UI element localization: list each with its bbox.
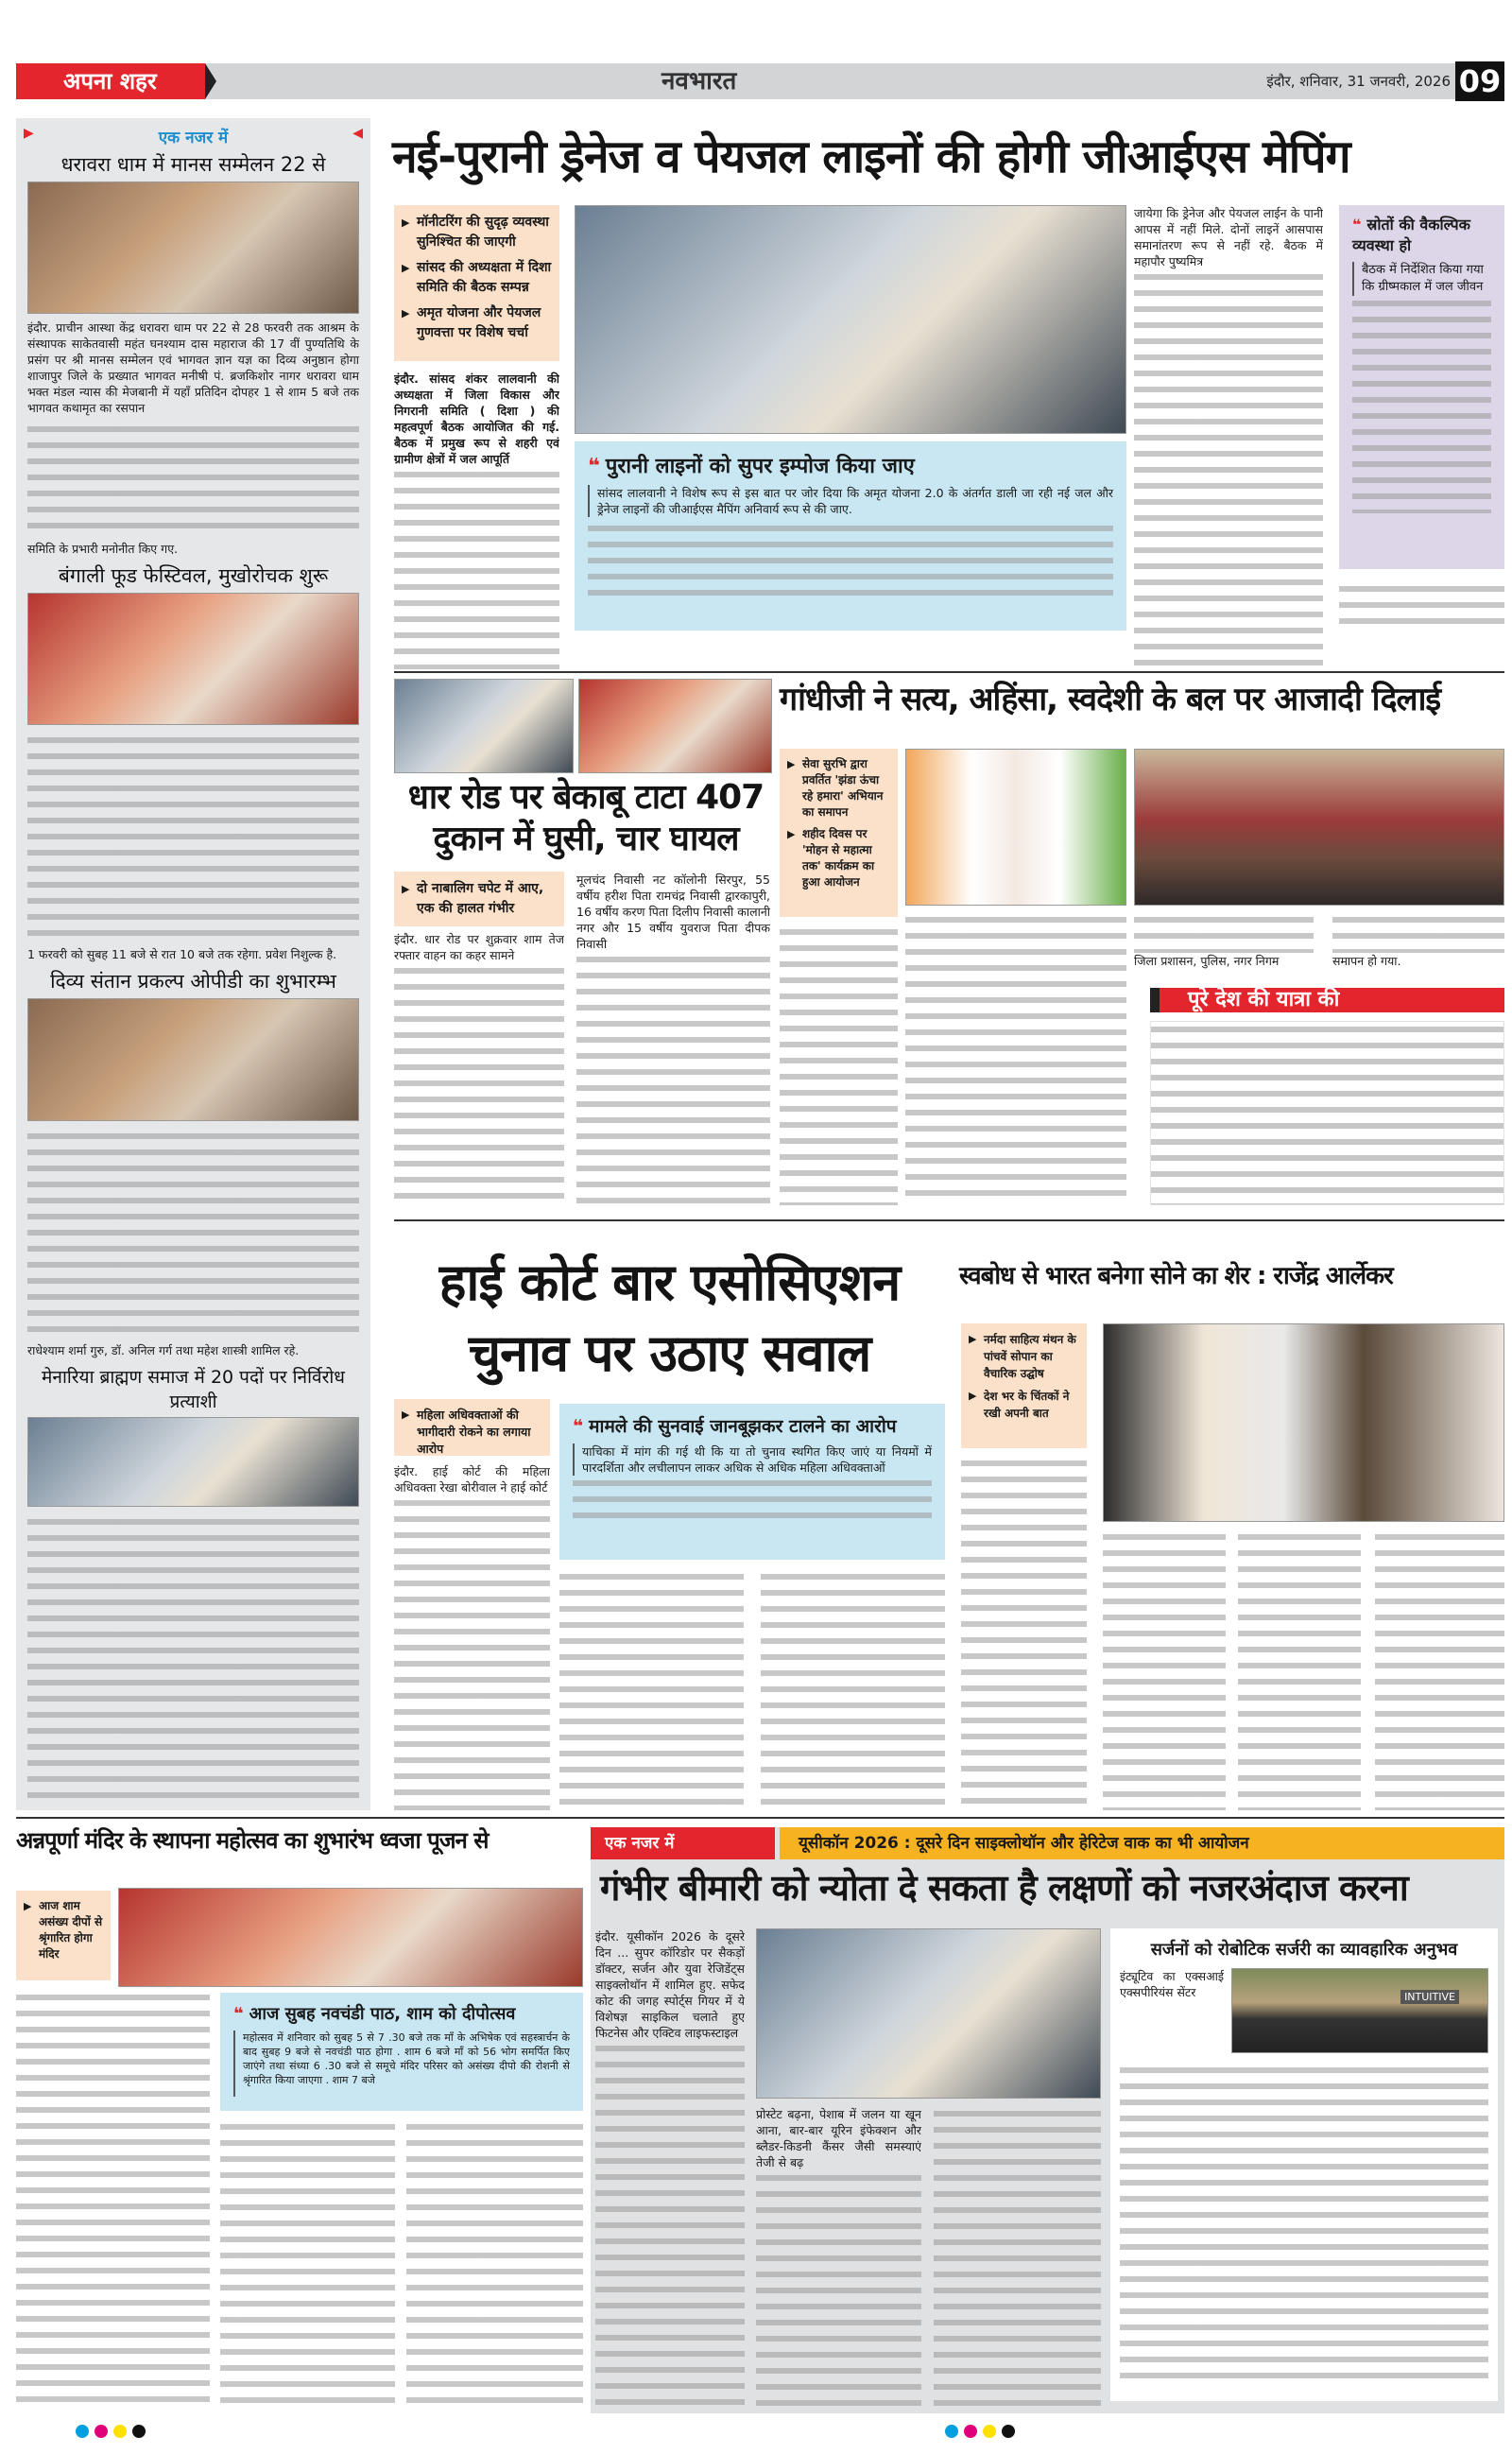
story-column — [559, 1569, 744, 1810]
photo-samaj — [27, 1417, 359, 1507]
headline-gandhi: गांधीजी ने सत्य, अहिंसा, स्वदेशी के बल पर आजादी दिलाई — [780, 681, 1441, 718]
highlight-item: ▶ नर्मदा साहित्य मंथन के पांचवें सोपान का वैचारिक उद्घोष — [969, 1331, 1079, 1382]
story-text: जायेगा कि ड्रेनेज और पेयजल लाईन के पानी आपस में नहीं मिले. दोनों लाइनें आसपास समानांतरण रूप से नहीं रहे. बैठक में महापौर पुष्यमित्र — [1134, 206, 1323, 268]
registration-mark — [945, 2425, 958, 2438]
at-a-glance-tag: ▶ एक नजर में ◀ — [27, 126, 359, 147]
divider — [394, 671, 1504, 673]
brief-body-end: 1 फरवरी को सुबह 11 बजे से रात 10 बजे तक रहेगा. प्रवेश निशुल्क है. — [27, 947, 337, 961]
registration-mark — [1002, 2425, 1015, 2438]
robotic-surgery-box — [1110, 1928, 1498, 2401]
story-text: इंदौर. धार रोड पर शुक्रवार शाम तेज रफ्तार वाहन का कहर सामने — [394, 932, 564, 962]
photo-speaker — [905, 749, 1126, 906]
text-block — [905, 912, 1126, 1205]
photo-flag-puja — [118, 1888, 583, 1987]
highlights-box — [394, 1399, 550, 1456]
brief-title: दिव्य संतान प्रकल्प ओपीडी का शुभारम्भ — [50, 970, 336, 993]
dateline: इंदौर, शनिवार, 31 जनवरी, 2026 — [1266, 73, 1451, 90]
quote-title: ❝ आज सुबह नवचंडी पाठ, शाम को दीपोत्सव — [233, 2002, 570, 2025]
newspaper-name: नवभारत — [662, 67, 737, 95]
headline-high-court-1: हाई कोर्ट बार एसोसिएशन — [438, 1253, 901, 1312]
photo-conference — [756, 1928, 1101, 2099]
story-column — [394, 1463, 550, 1810]
story-column — [220, 2119, 395, 2411]
story-text: समापन हो गया. — [1332, 954, 1401, 968]
text-block — [588, 521, 1113, 606]
brief-title: बंगाली फूड फेस्टिवल, मुखोरोचक शुरू — [58, 564, 329, 587]
page-number: 09 — [1455, 61, 1504, 101]
quote-title: ❝ मामले की सुनवाई जानबूझकर टालने का आरोप — [573, 1413, 932, 1438]
story-column — [406, 2119, 583, 2411]
box-text: इंट्यूटिव का एक्सआई एक्सपीरियंस सेंटर — [1120, 1969, 1224, 1999]
text-block — [16, 1990, 210, 2411]
quote-box — [220, 1993, 583, 2111]
story-column — [16, 1990, 210, 2411]
quote-body: याचिका में मांग की गई थी कि या तो चुनाव स्थगित किए जाएं या नियमों में पारदर्शिता और लचीलापन लाकर अधिक से अधिक महिला अधिवक्ताओं — [573, 1443, 932, 1476]
text-block — [559, 1569, 744, 1810]
divider — [16, 1817, 1504, 1819]
story-column — [394, 931, 564, 1205]
section-tag: अपना शहर — [16, 63, 205, 99]
highlight-item: ▶ सांसद की अध्यक्षता में दिशा समिति की बैठक सम्पन्न — [402, 258, 552, 298]
highlight-item: ▶ आज शाम असंख्य दीपों से श्रृंगारित होगा मंदिर — [24, 1898, 103, 1962]
text-block — [1375, 1529, 1504, 1810]
story-text: प्रोस्टेट बढ़ना, पेशाब में जलन या खून आना, बार-बार यूरिन इंफेक्शन और ब्लैडर-किडनी कैंसर जैसी समस्याएं तेजी से बढ़ — [756, 2107, 921, 2169]
side-quote-body: बैठक में निर्देशित किया गया कि ग्रीष्मकाल में जल जीवन — [1352, 262, 1491, 296]
story-column — [961, 1456, 1087, 1810]
box-title: सर्जनों को रोबोटिक सर्जरी का व्यावहारिक अनुभव — [1150, 1940, 1458, 1960]
highlights-box — [961, 1323, 1087, 1448]
headline-high-court-2: चुनाव पर उठाए सवाल — [468, 1323, 871, 1383]
headline-usicon: गंभीर बीमारी को न्योता दे सकता है लक्षणों को नजरअंदाज करना — [600, 1867, 1408, 1909]
story-column — [595, 1928, 745, 2406]
highlights-box — [780, 749, 898, 917]
side-quote-title: ❝ स्रोतों की वैकल्पिक व्यवस्था हो — [1352, 215, 1491, 256]
story-text: इंदौर. हाई कोर्ट की महिला अधिवक्ता रेखा बोरीवाल ने हाई कोर्ट — [394, 1464, 550, 1495]
highlight-item: ▶ मॉनीटरिंग की सुदृढ़ व्यवस्था सुनिश्चित की जाएगी — [402, 213, 552, 252]
brief-body-end: समिति के प्रभारी मनोनीत किए गए. — [27, 542, 179, 556]
photo-injured — [394, 679, 574, 773]
registration-mark — [76, 2425, 89, 2438]
text-block — [1134, 912, 1314, 953]
highlights-box — [394, 872, 564, 926]
registration-mark — [964, 2425, 977, 2438]
text-block — [394, 963, 564, 1205]
text-block — [961, 1456, 1087, 1810]
story-column — [1238, 1529, 1361, 1810]
side-quote-box — [1339, 205, 1504, 569]
brief-body-end: राधेश्याम शर्मा गुरु, डॉ. अनिल गर्ग तथा महेश शास्त्री शामिल रहे. — [27, 1343, 300, 1357]
highlight-item: ▶ महिला अधिवक्ताओं की भागीदारी रोकने का लगाया आरोप — [402, 1407, 542, 1458]
registration-mark — [113, 2425, 127, 2438]
text-block — [406, 2119, 583, 2411]
text-block — [27, 733, 359, 941]
story-column — [576, 872, 770, 1205]
registration-mark — [983, 2425, 996, 2438]
bus-sign: INTUITIVE — [1400, 1990, 1459, 2004]
text-block — [576, 952, 770, 1205]
strapline: यूसीकॉन 2026 : दूसरे दिन साइक्लोथॉन और हेरिटेज वाक का भी आयोजन — [780, 1827, 1504, 1859]
text-block — [27, 1129, 359, 1337]
registration-mark — [132, 2425, 146, 2438]
text-block — [1150, 1021, 1504, 1205]
story-column — [1375, 1529, 1504, 1810]
photo-audience — [1134, 749, 1504, 906]
story-column — [1134, 205, 1323, 668]
photo-festival — [27, 593, 359, 725]
brief-body: इंदौर. प्राचीन आस्था केंद्र धरावरा धाम पर 22 से 28 फरवरी तक आश्रम के संस्थापक साकेतवासी महंत घनश्याम दास महाराज की 17 वीं पुण्यतिथि के प्रसंग पर श्री मानस सम्मेलन एवं भागवत ज्ञान यज्ञ का दिव्य अनुष्ठान होगा शाजापुर जिले के प्रख्यात भागवत मनीषी पं. ब्रजकिशोर नागर धरावरा धाम भक्त मंडल न्यास की मेजबानी में यहाँ प्रतिदिन दोपहर 1 से शाम 5 बजे तक भागवत कथामृत का रसपान — [27, 320, 359, 415]
story-column — [394, 371, 559, 669]
story-column — [905, 912, 1126, 1205]
text-block — [1120, 2063, 1488, 2384]
text-block — [27, 422, 359, 535]
text-block — [1134, 269, 1323, 668]
text-block — [756, 2170, 921, 2406]
headline-swabodh: स्वबोध से भारत बनेगा सोने का शेर : राजेंद्र आर्लेकर — [959, 1262, 1393, 1290]
highlights-box — [394, 205, 559, 361]
story-column — [780, 925, 898, 1205]
registration-mark — [94, 2425, 108, 2438]
text-block — [1339, 581, 1504, 629]
text-block — [595, 2041, 745, 2406]
brief-title: धरावरा धाम में मानस सम्मेलन 22 से — [60, 153, 326, 176]
quote-box — [559, 1404, 945, 1560]
story-column — [1332, 912, 1504, 969]
story-text: इंदौर. यूसीकॉन 2026 के दूसरे दिन ... सुपर कॉरिडोर पर सैकड़ों डॉक्टर, सर्जन और युवा रेजिडेंट्स साइक्लोथॉन में शामिल हुए. सफेद कोट की जगह स्पोर्ट्स गियर में ये विशेषज्ञ साइकिल चलाते हुए फिटनेस और एक्टिव लाइफस्टाइल — [595, 1929, 745, 2040]
brief-title: मेनारिया ब्राह्मण समाज में 20 पदों पर निर्विरोध प्रत्याशी — [42, 1367, 345, 1412]
subhead-bar: पूरे देश की यात्रा की — [1150, 988, 1504, 1012]
highlight-item: ▶ देश भर के चिंतकों ने रखी अपनी बात — [969, 1388, 1079, 1422]
story-column — [756, 2106, 921, 2406]
lead-headline: नई-पुरानी ड्रेनेज व पेयजल लाइनों की होगी जीआईएस मेपिंग — [392, 130, 1350, 183]
quote-box — [575, 441, 1126, 631]
photo-saints — [27, 181, 359, 314]
quote-title: ❝ पुरानी लाइनों को सुपर इम्पोज किया जाए — [588, 451, 1113, 479]
text-block — [573, 1476, 932, 1523]
story-text: जिला प्रशासन, पुलिस, नगर निगम — [1134, 954, 1280, 968]
text-block — [394, 467, 559, 669]
photo-robotic-bus — [1231, 1968, 1488, 2053]
text-block — [394, 1495, 550, 1810]
quote-body: महोत्सव में शनिवार को सुबह 5 से 7 .30 बजे तक माँ के अभिषेक एवं सहस्त्रार्चन के बाद सुबह 9 बजे से नवचंडी पाठ होगा . शाम 6 बजे माँ को 56 भोग समर्पित किए जाएंगे तथा संध्या 6 .30 बजे से समूचे मंदिर परिसर को असंख्य दीपो की रोशनी से श्रृंगारित किया जाएगा . शाम 7 बजे — [233, 2031, 570, 2097]
text-block — [761, 1569, 945, 1810]
text-block — [780, 925, 898, 1205]
text-block — [1352, 296, 1491, 513]
highlight-item: ▶ सेवा सुरभि द्वारा प्रवर्तित 'झंडा ऊंचा रहे हमारा' अभियान का समापन — [787, 756, 890, 821]
photo-opd — [27, 998, 359, 1121]
at-a-glance-tag: एक नजर में — [591, 1827, 775, 1859]
headline-annapurna: अन्नपूर्णा मंदिर के स्थापना महोत्सव का शुभारंभ ध्वजा पूजन से — [16, 1827, 489, 1854]
photo-ceremony — [1103, 1323, 1504, 1522]
highlights-box — [16, 1891, 111, 1980]
story-column — [761, 1569, 945, 1810]
text-block — [27, 1514, 359, 1798]
text-block — [1103, 1529, 1226, 1810]
highlight-item: ▶ शहीद दिवस पर 'मोहन से महात्मा तक' कार्यक्रम का हुआ आयोजन — [787, 826, 890, 890]
photo-meeting — [575, 205, 1126, 434]
text-block — [220, 2119, 395, 2411]
text-block — [1238, 1529, 1361, 1810]
story-text: मूलचंद निवासी नट कॉलोनी सिरपुर, 55 वर्षीय हरीश पिता रामचंद्र निवासी द्वारकापुरी, 16 वर्षीय करण पिता दिलीप निवासी कालानी नगर और 15 वर्षीय युवराज पिता दीपक निवासी — [576, 873, 770, 951]
text-block — [934, 2106, 1101, 2406]
left-column-briefs — [16, 118, 370, 1810]
lead-text: इंदौर. सांसद शंकर लालवानी की अध्यक्षता में जिला विकास और निगरानी समिति ( दिशा ) की महत्वपूर्ण बैठक आयोजित की गई. बैठक में प्रमुख रूप से शहरी एवं ग्रामीण क्षेत्रों में जल आपूर्ति — [394, 372, 559, 466]
text-block — [1332, 912, 1504, 953]
highlight-item: ▶ दो नाबालिग चपेट में आए, एक की हालत गंभीर — [402, 879, 557, 919]
quote-body: सांसद लालवानी ने विशेष रूप से इस बात पर जोर दिया कि अमृत योजना 2.0 के अंतर्गत डाली जा रही नई जल और ड्रेनेज लाइनों की जीआईएस मैपिंग अनिवार्य रूप से की जाए. — [588, 485, 1113, 517]
headline-dhar-road: धार रोड पर बेकाबू टाटा 407 दुकान में घुसी, चार घायल — [407, 778, 765, 858]
story-column — [1103, 1529, 1226, 1810]
highlight-item: ▶ अमृत योजना और पेयजल गुणवत्ता पर विशेष चर्चा — [402, 303, 552, 343]
story-column — [934, 2106, 1101, 2406]
divider — [394, 1219, 1504, 1221]
story-column — [1134, 912, 1314, 969]
photo-hospital — [578, 679, 772, 773]
